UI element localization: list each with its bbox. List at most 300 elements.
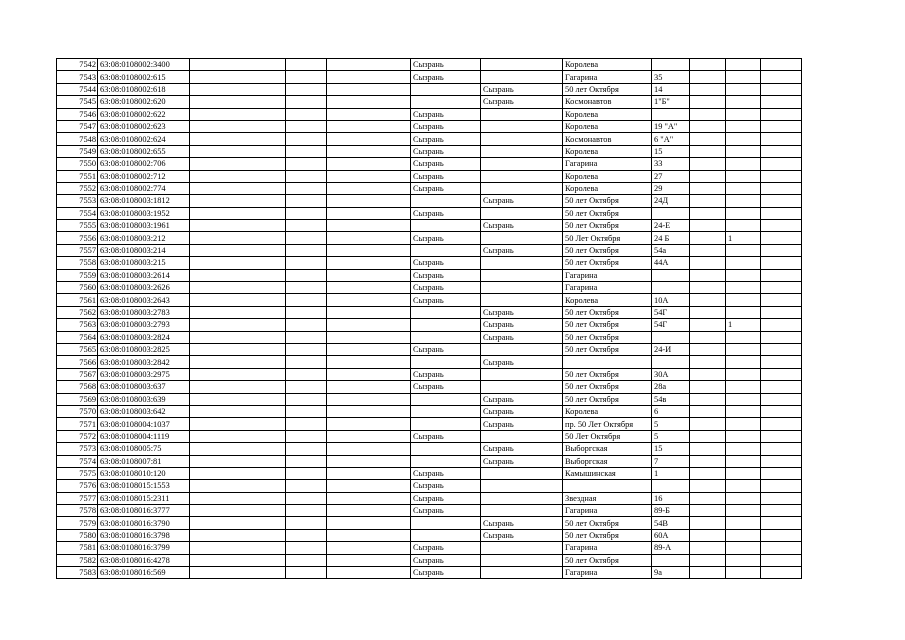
flag-cell <box>726 220 761 232</box>
flag-cell <box>726 356 761 368</box>
flag-cell <box>726 71 761 83</box>
empty-cell-d <box>690 257 726 269</box>
house-number-cell: 44А <box>652 257 690 269</box>
flag-cell <box>726 282 761 294</box>
empty-cell-d <box>690 467 726 479</box>
flag-cell <box>726 195 761 207</box>
flag-cell <box>726 120 761 132</box>
empty-cell-c <box>327 306 411 318</box>
city-alt-cell <box>481 430 563 442</box>
city-alt-cell <box>481 282 563 294</box>
city-alt-cell <box>481 71 563 83</box>
street-cell: Выборгская <box>563 455 652 467</box>
empty-cell-e <box>761 418 802 430</box>
empty-cell-b <box>286 331 327 343</box>
cadastral-number-cell: 63:08:0108003:639 <box>98 393 190 405</box>
row-number-cell: 7568 <box>57 381 98 393</box>
empty-cell-a <box>190 108 286 120</box>
cadastral-number-cell: 63:08:0108015:1553 <box>98 480 190 492</box>
city-cell: Сызрань <box>411 430 481 442</box>
street-cell: 50 лет Октября <box>563 319 652 331</box>
empty-cell-c <box>327 120 411 132</box>
empty-cell-b <box>286 294 327 306</box>
empty-cell-c <box>327 381 411 393</box>
city-cell: Сызрань <box>411 120 481 132</box>
row-number-cell: 7547 <box>57 120 98 132</box>
street-cell: Космонавтов <box>563 96 652 108</box>
empty-cell-b <box>286 405 327 417</box>
table-row <box>57 405 802 417</box>
table-row <box>57 331 802 343</box>
city-alt-cell <box>481 158 563 170</box>
empty-cell-c <box>327 257 411 269</box>
street-cell: Камышинская <box>563 467 652 479</box>
street-cell: 50 лет Октября <box>563 554 652 566</box>
city-alt-cell <box>481 120 563 132</box>
city-alt-cell <box>481 492 563 504</box>
city-cell <box>411 418 481 430</box>
street-cell: пр. 50 Лет Октября <box>563 418 652 430</box>
street-cell: 50 лет Октября <box>563 331 652 343</box>
empty-cell-d <box>690 71 726 83</box>
empty-cell-b <box>286 282 327 294</box>
empty-cell-a <box>190 257 286 269</box>
row-number-cell: 7562 <box>57 306 98 318</box>
row-number-cell: 7560 <box>57 282 98 294</box>
table-row <box>57 182 802 194</box>
row-number-cell: 7551 <box>57 170 98 182</box>
empty-cell-e <box>761 343 802 355</box>
flag-cell <box>726 405 761 417</box>
house-number-cell: 35 <box>652 71 690 83</box>
empty-cell-a <box>190 480 286 492</box>
empty-cell-d <box>690 554 726 566</box>
empty-cell-b <box>286 257 327 269</box>
empty-cell-e <box>761 282 802 294</box>
street-cell: Королева <box>563 170 652 182</box>
empty-cell-a <box>190 83 286 95</box>
empty-cell-e <box>761 331 802 343</box>
city-alt-cell: Сызрань <box>481 443 563 455</box>
cadastral-number-cell: 63:08:0108002:618 <box>98 83 190 95</box>
city-alt-cell: Сызрань <box>481 331 563 343</box>
city-alt-cell: Сызрань <box>481 517 563 529</box>
row-number-cell: 7545 <box>57 96 98 108</box>
street-cell: 50 лет Октября <box>563 83 652 95</box>
cadastral-number-cell: 63:08:0108003:1952 <box>98 207 190 219</box>
flag-cell <box>726 96 761 108</box>
house-number-cell: 30А <box>652 368 690 380</box>
table-row <box>57 108 802 120</box>
city-cell <box>411 319 481 331</box>
street-cell: 50 лет Октября <box>563 368 652 380</box>
cadastral-number-cell: 63:08:0108003:2824 <box>98 331 190 343</box>
city-cell: Сызрань <box>411 381 481 393</box>
table-row <box>57 542 802 554</box>
empty-cell-d <box>690 343 726 355</box>
row-number-cell: 7556 <box>57 232 98 244</box>
street-cell: 50 Лет Октября <box>563 232 652 244</box>
empty-cell-d <box>690 542 726 554</box>
house-number-cell <box>652 356 690 368</box>
street-cell: 50 лет Октября <box>563 257 652 269</box>
empty-cell-b <box>286 269 327 281</box>
row-number-cell: 7580 <box>57 529 98 541</box>
empty-cell-d <box>690 269 726 281</box>
table-row <box>57 244 802 256</box>
city-cell <box>411 220 481 232</box>
table-row <box>57 170 802 182</box>
cadastral-number-cell: 63:08:0108003:214 <box>98 244 190 256</box>
empty-cell-e <box>761 567 802 579</box>
flag-cell <box>726 83 761 95</box>
empty-cell-b <box>286 505 327 517</box>
street-cell <box>563 356 652 368</box>
table-row <box>57 220 802 232</box>
empty-cell-d <box>690 480 726 492</box>
empty-cell-c <box>327 467 411 479</box>
empty-cell-a <box>190 232 286 244</box>
empty-cell-e <box>761 381 802 393</box>
empty-cell-c <box>327 232 411 244</box>
empty-cell-d <box>690 492 726 504</box>
empty-cell-a <box>190 418 286 430</box>
city-cell <box>411 306 481 318</box>
flag-cell <box>726 529 761 541</box>
city-cell <box>411 443 481 455</box>
empty-cell-b <box>286 319 327 331</box>
table-row <box>57 96 802 108</box>
empty-cell-c <box>327 59 411 71</box>
table-row <box>57 430 802 442</box>
city-alt-cell: Сызрань <box>481 306 563 318</box>
empty-cell-d <box>690 306 726 318</box>
street-cell: Гагарина <box>563 158 652 170</box>
empty-cell-d <box>690 418 726 430</box>
cadastral-number-cell: 63:08:0108016:3777 <box>98 505 190 517</box>
house-number-cell: 10А <box>652 294 690 306</box>
empty-cell-c <box>327 393 411 405</box>
empty-cell-a <box>190 393 286 405</box>
empty-cell-b <box>286 306 327 318</box>
city-cell: Сызрань <box>411 182 481 194</box>
house-number-cell: 54В <box>652 517 690 529</box>
house-number-cell: 1 <box>652 467 690 479</box>
flag-cell <box>726 542 761 554</box>
empty-cell-a <box>190 269 286 281</box>
empty-cell-d <box>690 195 726 207</box>
street-cell: Космонавтов <box>563 133 652 145</box>
cadastral-number-cell: 63:08:0108002:3400 <box>98 59 190 71</box>
table-row <box>57 480 802 492</box>
empty-cell-c <box>327 244 411 256</box>
table-row <box>57 368 802 380</box>
table-row <box>57 505 802 517</box>
house-number-cell: 5 <box>652 418 690 430</box>
empty-cell-c <box>327 443 411 455</box>
empty-cell-b <box>286 220 327 232</box>
flag-cell <box>726 331 761 343</box>
empty-cell-e <box>761 306 802 318</box>
table-row <box>57 418 802 430</box>
empty-cell-e <box>761 480 802 492</box>
empty-cell-e <box>761 319 802 331</box>
city-cell <box>411 331 481 343</box>
empty-cell-b <box>286 108 327 120</box>
house-number-cell: 5 <box>652 430 690 442</box>
street-cell: Королева <box>563 405 652 417</box>
empty-cell-a <box>190 381 286 393</box>
empty-cell-a <box>190 505 286 517</box>
row-number-cell: 7569 <box>57 393 98 405</box>
cadastral-number-cell: 63:08:0108004:1037 <box>98 418 190 430</box>
city-alt-cell <box>481 505 563 517</box>
empty-cell-c <box>327 567 411 579</box>
empty-cell-b <box>286 480 327 492</box>
empty-cell-e <box>761 554 802 566</box>
empty-cell-a <box>190 71 286 83</box>
flag-cell <box>726 368 761 380</box>
empty-cell-c <box>327 220 411 232</box>
empty-cell-a <box>190 158 286 170</box>
city-cell: Сызрань <box>411 71 481 83</box>
empty-cell-c <box>327 405 411 417</box>
flag-cell <box>726 567 761 579</box>
empty-cell-b <box>286 182 327 194</box>
table-row <box>57 467 802 479</box>
empty-cell-e <box>761 96 802 108</box>
empty-cell-d <box>690 207 726 219</box>
street-cell: Королева <box>563 120 652 132</box>
empty-cell-e <box>761 393 802 405</box>
cadastral-number-cell: 63:08:0108002:624 <box>98 133 190 145</box>
house-number-cell: 89-А <box>652 542 690 554</box>
cadastral-number-cell: 63:08:0108003:2975 <box>98 368 190 380</box>
table-row <box>57 455 802 467</box>
empty-cell-c <box>327 542 411 554</box>
empty-cell-a <box>190 430 286 442</box>
row-number-cell: 7554 <box>57 207 98 219</box>
flag-cell <box>726 393 761 405</box>
empty-cell-e <box>761 133 802 145</box>
house-number-cell <box>652 269 690 281</box>
empty-cell-d <box>690 145 726 157</box>
empty-cell-a <box>190 542 286 554</box>
street-cell: 50 лет Октября <box>563 306 652 318</box>
flag-cell <box>726 418 761 430</box>
table-row <box>57 294 802 306</box>
flag-cell <box>726 455 761 467</box>
street-cell: Королева <box>563 108 652 120</box>
empty-cell-d <box>690 455 726 467</box>
empty-cell-b <box>286 418 327 430</box>
city-cell <box>411 356 481 368</box>
empty-cell-a <box>190 517 286 529</box>
flag-cell: 1 <box>726 232 761 244</box>
empty-cell-b <box>286 554 327 566</box>
empty-cell-a <box>190 96 286 108</box>
house-number-cell: 54Г <box>652 319 690 331</box>
empty-cell-c <box>327 207 411 219</box>
empty-cell-a <box>190 59 286 71</box>
table-row <box>57 381 802 393</box>
empty-cell-e <box>761 71 802 83</box>
flag-cell <box>726 306 761 318</box>
empty-cell-d <box>690 567 726 579</box>
empty-cell-a <box>190 455 286 467</box>
row-number-cell: 7561 <box>57 294 98 306</box>
city-alt-cell: Сызрань <box>481 96 563 108</box>
row-number-cell: 7582 <box>57 554 98 566</box>
empty-cell-e <box>761 405 802 417</box>
city-alt-cell <box>481 381 563 393</box>
city-cell: Сызрань <box>411 480 481 492</box>
table-row <box>57 319 802 331</box>
empty-cell-b <box>286 517 327 529</box>
empty-cell-d <box>690 368 726 380</box>
table-row <box>57 282 802 294</box>
city-alt-cell <box>481 269 563 281</box>
empty-cell-c <box>327 331 411 343</box>
empty-cell-b <box>286 567 327 579</box>
empty-cell-c <box>327 96 411 108</box>
city-cell: Сызрань <box>411 282 481 294</box>
empty-cell-a <box>190 294 286 306</box>
table-row <box>57 356 802 368</box>
street-cell: 50 лет Октября <box>563 244 652 256</box>
empty-cell-d <box>690 232 726 244</box>
empty-cell-c <box>327 430 411 442</box>
records-table <box>56 58 802 579</box>
row-number-cell: 7559 <box>57 269 98 281</box>
flag-cell <box>726 505 761 517</box>
city-cell: Сызрань <box>411 232 481 244</box>
row-number-cell: 7550 <box>57 158 98 170</box>
table-row <box>57 207 802 219</box>
row-number-cell: 7565 <box>57 343 98 355</box>
house-number-cell: 60А <box>652 529 690 541</box>
house-number-cell <box>652 480 690 492</box>
empty-cell-d <box>690 182 726 194</box>
table-row <box>57 232 802 244</box>
empty-cell-c <box>327 356 411 368</box>
flag-cell <box>726 145 761 157</box>
flag-cell: 1 <box>726 319 761 331</box>
empty-cell-e <box>761 170 802 182</box>
cadastral-number-cell: 63:08:0108003:2643 <box>98 294 190 306</box>
city-alt-cell <box>481 542 563 554</box>
empty-cell-c <box>327 71 411 83</box>
row-number-cell: 7573 <box>57 443 98 455</box>
empty-cell-a <box>190 170 286 182</box>
street-cell: Выборгская <box>563 443 652 455</box>
empty-cell-e <box>761 195 802 207</box>
empty-cell-c <box>327 269 411 281</box>
city-alt-cell: Сызрань <box>481 455 563 467</box>
city-alt-cell <box>481 343 563 355</box>
row-number-cell: 7543 <box>57 71 98 83</box>
empty-cell-d <box>690 282 726 294</box>
empty-cell-e <box>761 356 802 368</box>
empty-cell-e <box>761 108 802 120</box>
row-number-cell: 7548 <box>57 133 98 145</box>
house-number-cell: 24Д <box>652 195 690 207</box>
table-row <box>57 517 802 529</box>
street-cell: 50 лет Октября <box>563 220 652 232</box>
house-number-cell: 24 Б <box>652 232 690 244</box>
empty-cell-e <box>761 529 802 541</box>
house-number-cell: 15 <box>652 443 690 455</box>
empty-cell-b <box>286 207 327 219</box>
empty-cell-a <box>190 133 286 145</box>
empty-cell-a <box>190 405 286 417</box>
row-number-cell: 7583 <box>57 567 98 579</box>
row-number-cell: 7574 <box>57 455 98 467</box>
house-number-cell: 19 "А" <box>652 120 690 132</box>
city-alt-cell: Сызрань <box>481 405 563 417</box>
empty-cell-b <box>286 232 327 244</box>
city-cell: Сызрань <box>411 343 481 355</box>
empty-cell-e <box>761 59 802 71</box>
house-number-cell: 54Г <box>652 306 690 318</box>
cadastral-number-cell: 63:08:0108003:2793 <box>98 319 190 331</box>
house-number-cell: 29 <box>652 182 690 194</box>
cadastral-number-cell: 63:08:0108003:212 <box>98 232 190 244</box>
row-number-cell: 7542 <box>57 59 98 71</box>
house-number-cell: 9а <box>652 567 690 579</box>
city-cell: Сызрань <box>411 170 481 182</box>
row-number-cell: 7555 <box>57 220 98 232</box>
city-alt-cell: Сызрань <box>481 244 563 256</box>
cadastral-number-cell: 63:08:0108003:1961 <box>98 220 190 232</box>
empty-cell-e <box>761 158 802 170</box>
empty-cell-b <box>286 343 327 355</box>
row-number-cell: 7552 <box>57 182 98 194</box>
row-number-cell: 7566 <box>57 356 98 368</box>
city-cell: Сызрань <box>411 145 481 157</box>
city-alt-cell <box>481 368 563 380</box>
empty-cell-c <box>327 182 411 194</box>
empty-cell-d <box>690 381 726 393</box>
empty-cell-b <box>286 542 327 554</box>
empty-cell-a <box>190 145 286 157</box>
city-cell: Сызрань <box>411 133 481 145</box>
city-cell <box>411 517 481 529</box>
empty-cell-e <box>761 220 802 232</box>
cadastral-number-cell: 63:08:0108003:215 <box>98 257 190 269</box>
cadastral-number-cell: 63:08:0108003:2614 <box>98 269 190 281</box>
empty-cell-a <box>190 368 286 380</box>
empty-cell-e <box>761 244 802 256</box>
street-cell: 50 лет Октября <box>563 393 652 405</box>
empty-cell-b <box>286 83 327 95</box>
empty-cell-b <box>286 443 327 455</box>
empty-cell-d <box>690 294 726 306</box>
flag-cell <box>726 294 761 306</box>
table-row <box>57 269 802 281</box>
empty-cell-c <box>327 282 411 294</box>
empty-cell-b <box>286 529 327 541</box>
row-number-cell: 7544 <box>57 83 98 95</box>
street-cell: Гагарина <box>563 542 652 554</box>
city-alt-cell: Сызрань <box>481 83 563 95</box>
cadastral-number-cell: 63:08:0108016:4278 <box>98 554 190 566</box>
cadastral-number-cell: 63:08:0108005:75 <box>98 443 190 455</box>
empty-cell-c <box>327 145 411 157</box>
city-alt-cell <box>481 207 563 219</box>
city-alt-cell: Сызрань <box>481 529 563 541</box>
empty-cell-b <box>286 59 327 71</box>
